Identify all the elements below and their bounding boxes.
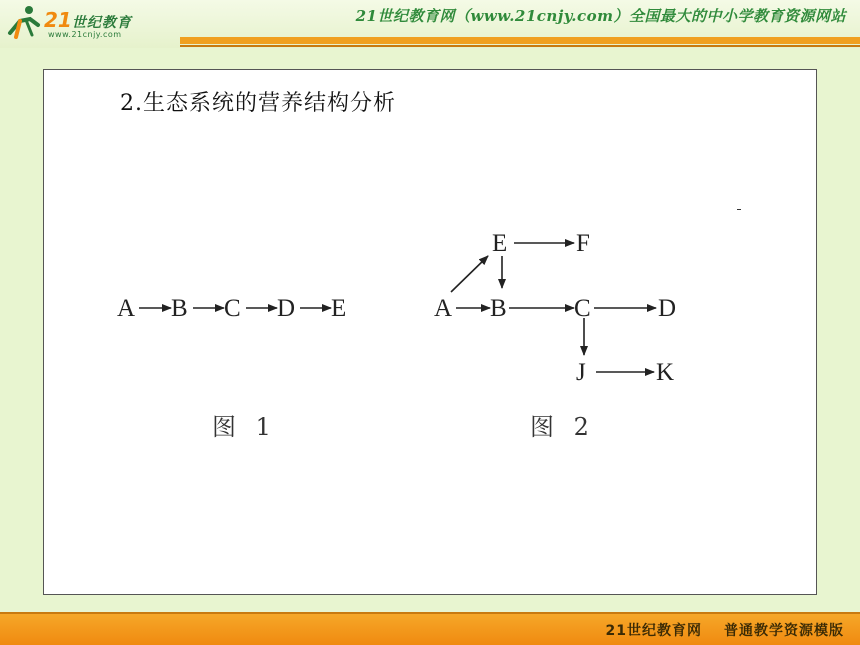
footer-text bbox=[606, 620, 844, 640]
fig2-node-f: F bbox=[576, 230, 590, 257]
figure-2 bbox=[434, 230, 676, 441]
fig1-node-c: C bbox=[224, 295, 241, 322]
logo-url: www.21cnjy.com bbox=[48, 30, 122, 39]
header-stripe-shadow bbox=[180, 45, 860, 47]
fig1-node-a: A bbox=[117, 295, 136, 322]
fig2-node-e: E bbox=[492, 230, 508, 257]
site-logo[interactable] bbox=[4, 0, 180, 46]
fig2-node-j: J bbox=[576, 359, 586, 386]
fig2-node-c: C bbox=[574, 295, 591, 322]
footer-top-edge bbox=[0, 612, 860, 614]
content-card bbox=[43, 69, 817, 595]
fig2-node-d: D bbox=[658, 295, 677, 322]
footer-site-name: 21世纪教育网 bbox=[605, 623, 702, 639]
logo-wordmark: 21世纪教育 bbox=[44, 8, 132, 32]
fig1-node-d: D bbox=[277, 295, 296, 322]
page-header bbox=[0, 0, 860, 48]
header-slogan: 21世纪教育网（www.21cnjy.com）全国最大的中小学教育资源网站 bbox=[355, 7, 846, 25]
fig2-arrow-a-e bbox=[451, 256, 488, 292]
header-orange-stripe bbox=[180, 37, 860, 44]
fig2-node-b: B bbox=[490, 295, 507, 322]
fig1-node-e: E bbox=[331, 295, 347, 322]
footer-tagline: 普通教学资源模版 bbox=[724, 623, 844, 639]
food-chain-diagram bbox=[44, 70, 818, 596]
fig2-caption: 图 2 bbox=[530, 413, 595, 441]
figure-1 bbox=[117, 295, 346, 441]
fig1-caption: 图 1 bbox=[212, 413, 277, 441]
page-title: 2.生态系统的营养结构分析 bbox=[120, 91, 396, 116]
fig1-node-b: B bbox=[171, 295, 188, 322]
fig2-node-a: A bbox=[434, 295, 453, 322]
runner-icon bbox=[4, 3, 44, 43]
fig2-node-k: K bbox=[656, 359, 675, 386]
